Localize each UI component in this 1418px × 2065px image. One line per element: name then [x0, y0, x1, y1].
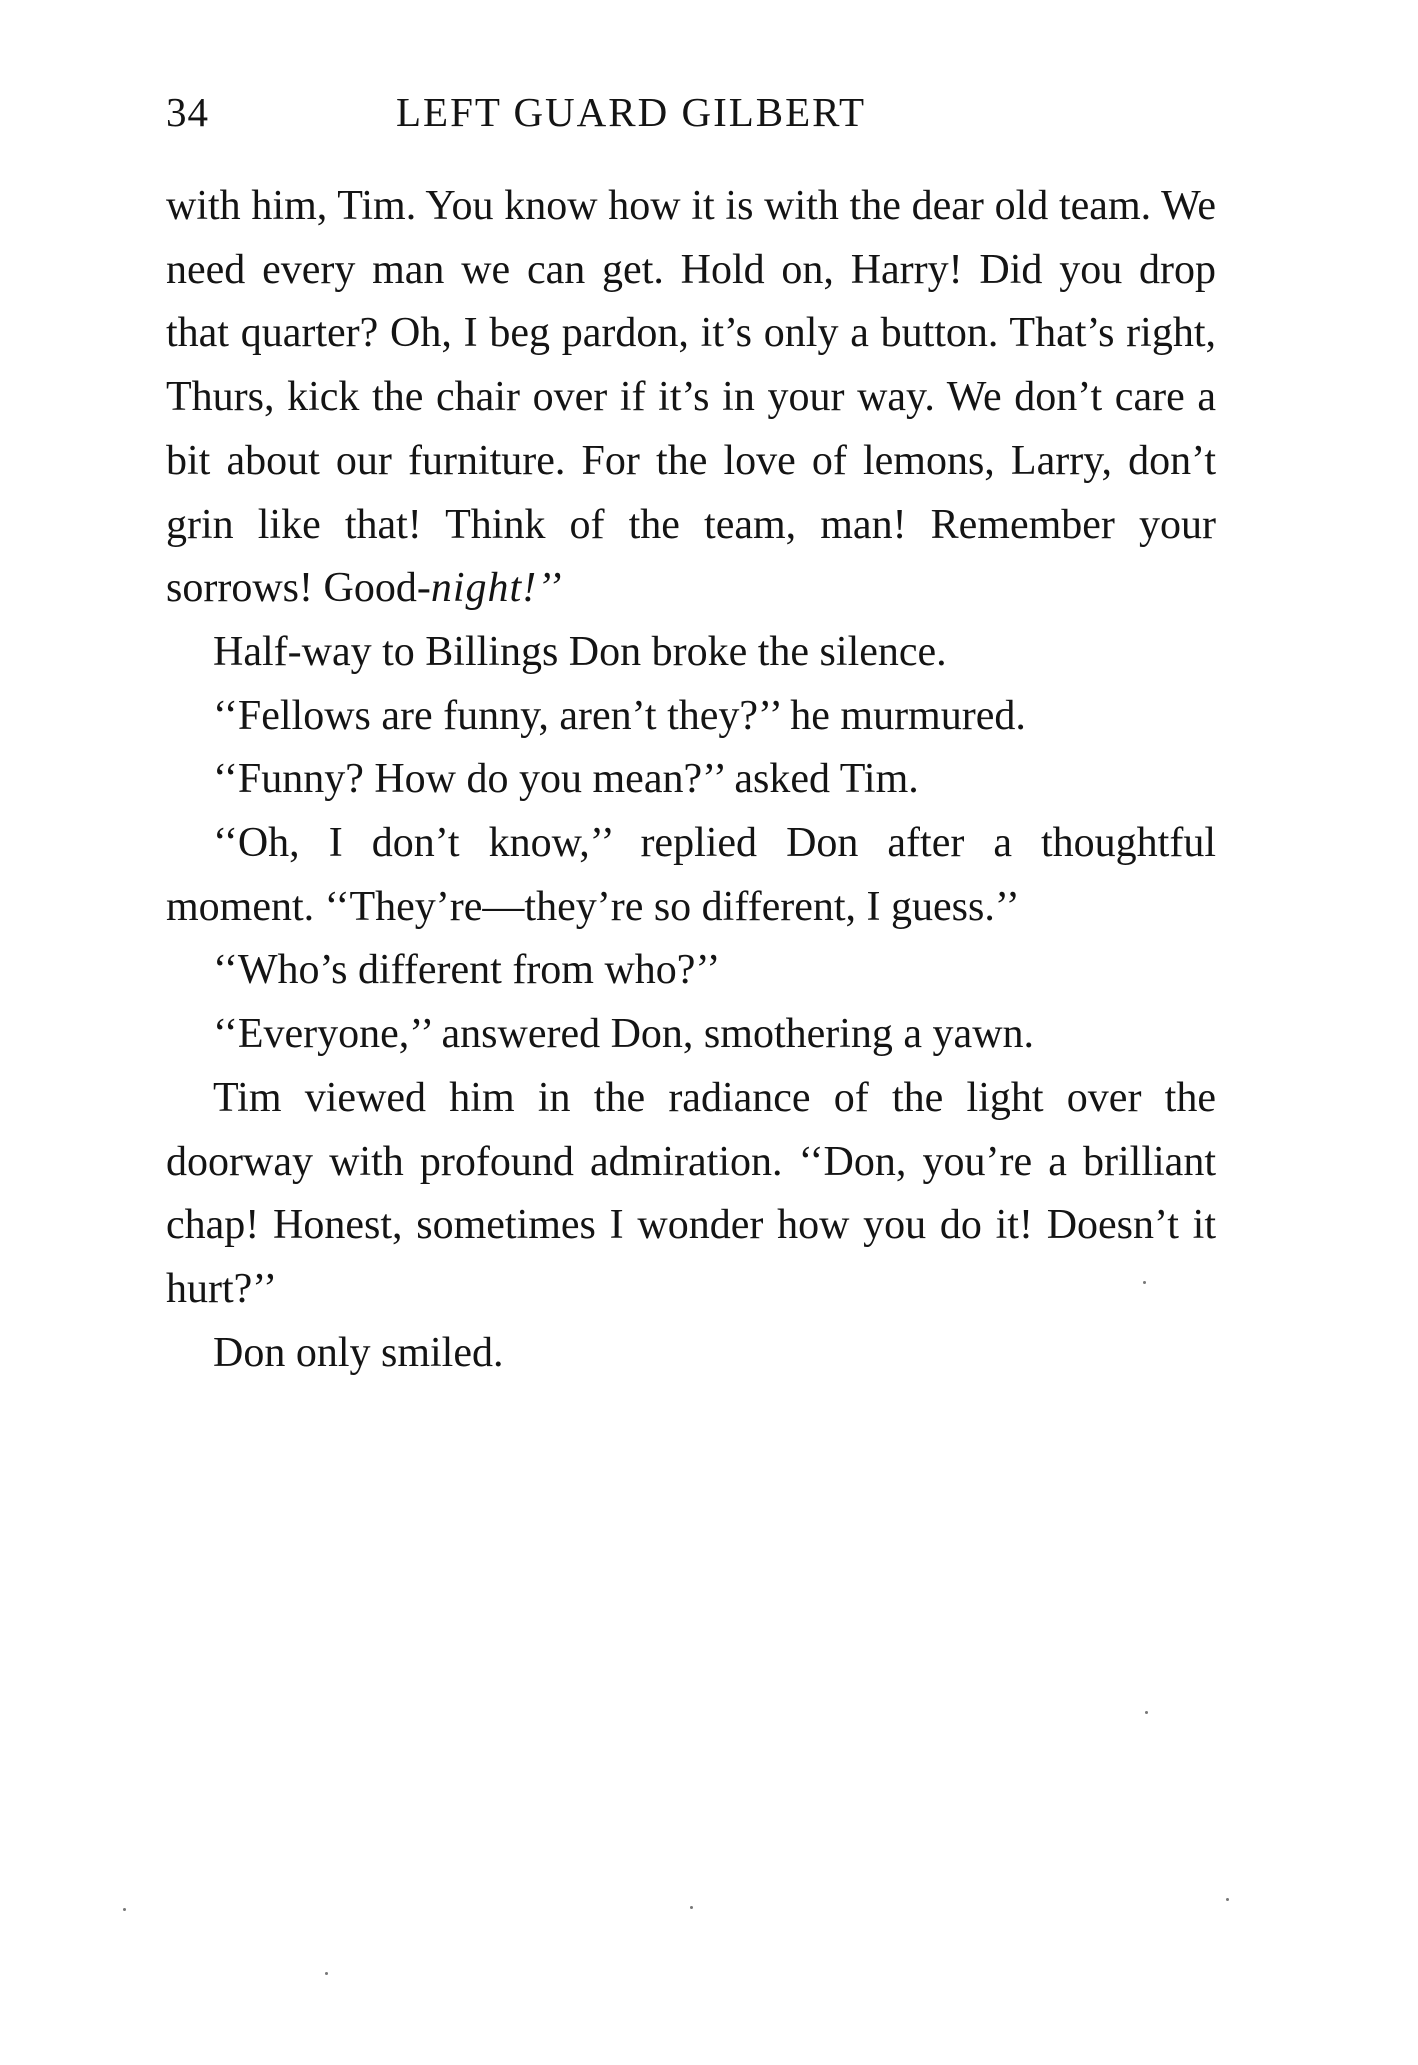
paragraph: ‘‘Funny? How do you mean?’’ asked Tim.	[213, 756, 919, 803]
paper-speck	[1145, 1711, 1148, 1714]
good-night-prefix: Good-	[323, 565, 431, 612]
page-number: 34	[166, 89, 209, 135]
paragraph-continued	[166, 175, 1216, 621]
running-head: LEFT GUARD GILBERT	[396, 89, 867, 135]
paragraph: ‘‘Who’s different from who?’’	[213, 947, 721, 994]
paragraph: Tim viewed him in the radiance of the light over the doorway with profound admiration. ‘‘Don, you’re a brilliant chap! Honest, sometimes I wonder how you do it! Doesn’t it hurt?’’	[166, 1074, 1216, 1312]
paper-speck	[123, 1908, 126, 1911]
paragraph-text: with him, Tim. You know how it is with the dear old team. We need every man we can get. Hold on, Harry! Did you drop that quarter? Oh, I beg pardon, it’s only a button. That’s right, Thurs, kick the chair over if it’s in your way. We don’t care a bit about our furniture. For the love of lemons, Larry, don’t grin like that! Think of the team, man! Remember your sorrows!	[166, 183, 1216, 612]
paper-speck	[325, 1972, 328, 1975]
paragraph: ‘‘Fellows are funny, aren’t they?’’ he murmured.	[213, 692, 1026, 739]
paragraph: Don only smiled.	[213, 1329, 504, 1376]
page-header	[166, 88, 1216, 148]
body-text	[166, 175, 1216, 1385]
paper-speck	[1143, 1281, 1146, 1284]
paragraph: ‘‘Oh, I don’t know,’’ replied Don after a thoughtful moment. ‘‘They’re—they’re so different, I guess.’’	[166, 820, 1216, 930]
paper-speck	[1226, 1898, 1229, 1901]
good-night-emphasis: night!’’	[430, 565, 563, 612]
paragraph: Half-way to Billings Don broke the silence.	[213, 628, 947, 675]
paragraph: ‘‘Everyone,’’ answered Don, smothering a yawn.	[213, 1011, 1035, 1058]
paper-speck	[690, 1906, 693, 1909]
